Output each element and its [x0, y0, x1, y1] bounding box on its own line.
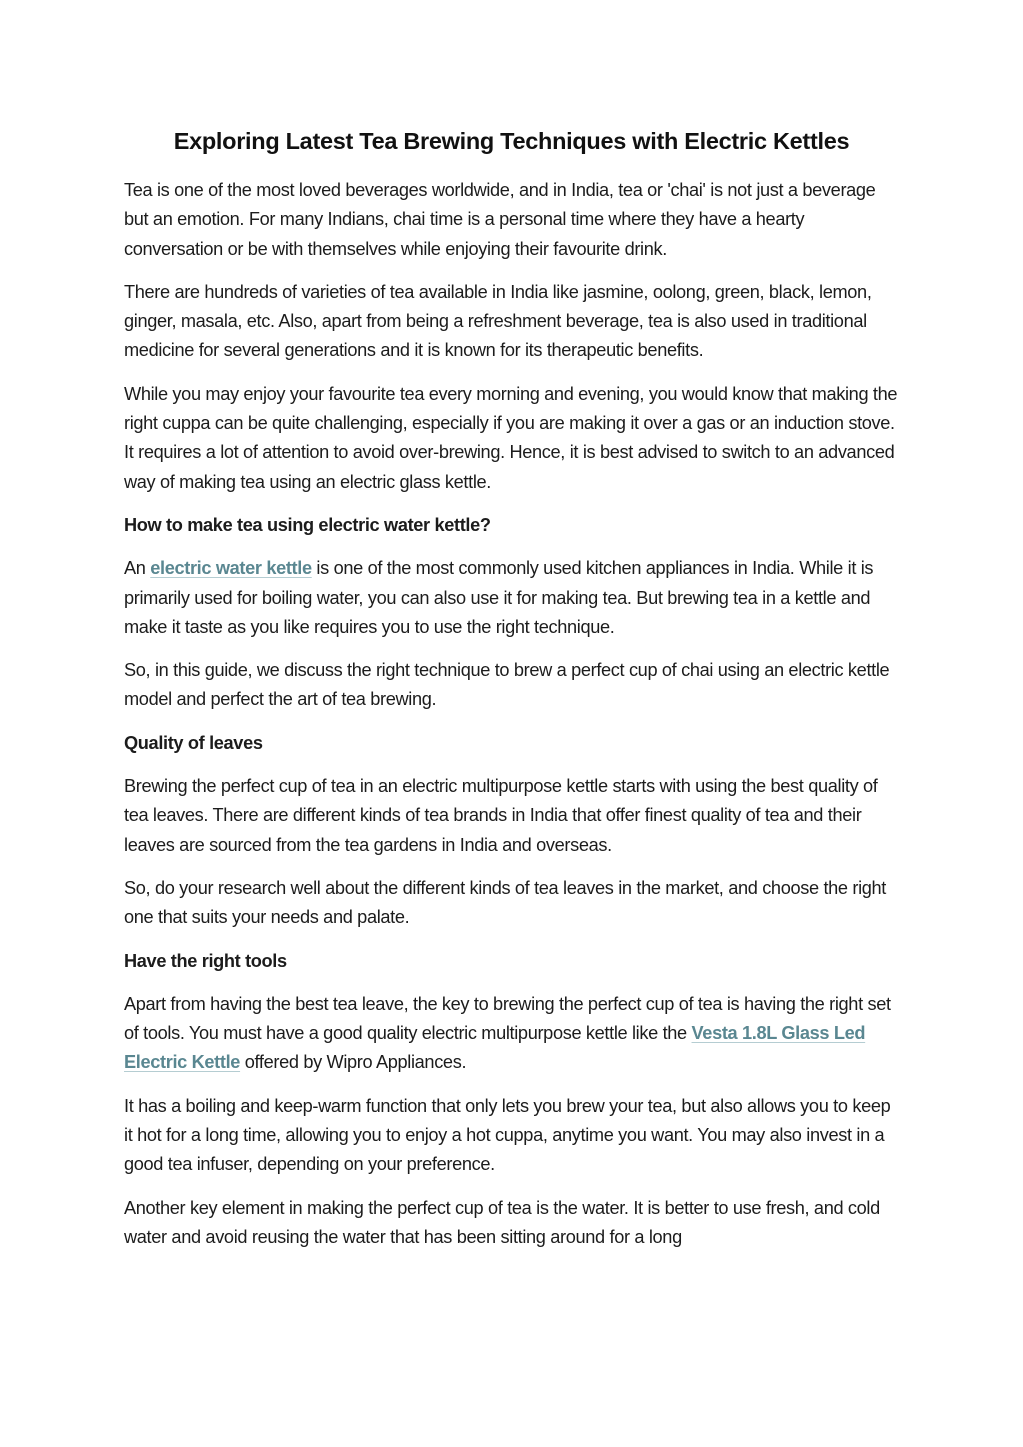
paragraph-intro: Tea is one of the most loved beverages worldwide, and in India, tea or 'chai' is not just a beverage but an emotion. For many Indians, chai time is a personal time where they have a hearty conversation or be with themselves while enjoying their favourite drink. [124, 180, 876, 259]
paragraph-guide: So, in this guide, we discuss the right technique to brew a perfect cup of chai using an electric kettle model and perfect the art of tea brewing. [124, 660, 890, 710]
electric-water-kettle-link[interactable]: electric water kettle [150, 558, 312, 579]
text-span: An [124, 558, 151, 579]
paragraph-features: It has a boiling and keep-warm function that only lets you brew your tea, but also allows you to keep it hot for a long time, allowing you to enjoy a hot cuppa, anytime you want. You may also invest in a good tea infuser, depending on your preference. [124, 1095, 891, 1175]
paragraph-water: Another key element in making the perfect cup of tea is the water. It is better to use fresh, and cold water and avoid reusing the water that has been sitting around for a long [124, 1197, 880, 1247]
text-span: is one of the most commonly used kitchen appliances in India. While it is primarily used for boiling water, you can also use it for making tea. But brewing tea in a kettle and make it taste as you like requires you to use the right technique. [124, 558, 874, 637]
document-page [124, 124, 899, 1266]
paragraph-varieties: There are hundreds of varieties of tea available in India like jasmine, oolong, green, black, lemon, ginger, masala, etc. Also, apart from being a refreshment beverage, tea is also used in traditional medicine for several generations and it is known for its therapeutic benefits. [124, 281, 872, 361]
text-span: offered by Wipro Appliances. [240, 1052, 467, 1073]
paragraph-leaves: Brewing the perfect cup of tea in an electric multipurpose kettle starts with using the best quality of tea leaves. There are different kinds of tea brands in India that offer finest quality of tea and their leaves are sourced from the tea gardens in India and overseas. [124, 776, 878, 855]
paragraph-research: So, do your research well about the different kinds of tea leaves in the market, and choose the right one that suits your needs and palate. [124, 877, 887, 928]
vesta-kettle-link[interactable]: Vesta 1.8L Glass Led Electric Kettle [124, 1023, 866, 1073]
paragraph-tools [124, 990, 899, 1078]
document-title: Exploring Latest Tea Brewing Techniques with Electric Kettles [173, 128, 850, 154]
text-span: Apart from having the best tea leave, the key to brewing the perfect cup of tea is having the right set of tools. You must have a good quality electric multipurpose kettle like the [124, 993, 891, 1044]
heading-tools: Have the right tools [124, 950, 287, 971]
paragraph-kettle [124, 554, 899, 642]
heading-how-to: How to make tea using electric water kettle? [124, 514, 491, 535]
heading-quality: Quality of leaves [124, 732, 263, 753]
paragraph-challenge: While you may enjoy your favourite tea every morning and evening, you would know that making the right cuppa can be quite challenging, especially if you are making it over a gas or an induction stove. It requires a lot of attention to avoid over-brewing. Hence, it is best advised to switch to an advanced way of making tea using an electric glass kettle. [124, 383, 898, 492]
